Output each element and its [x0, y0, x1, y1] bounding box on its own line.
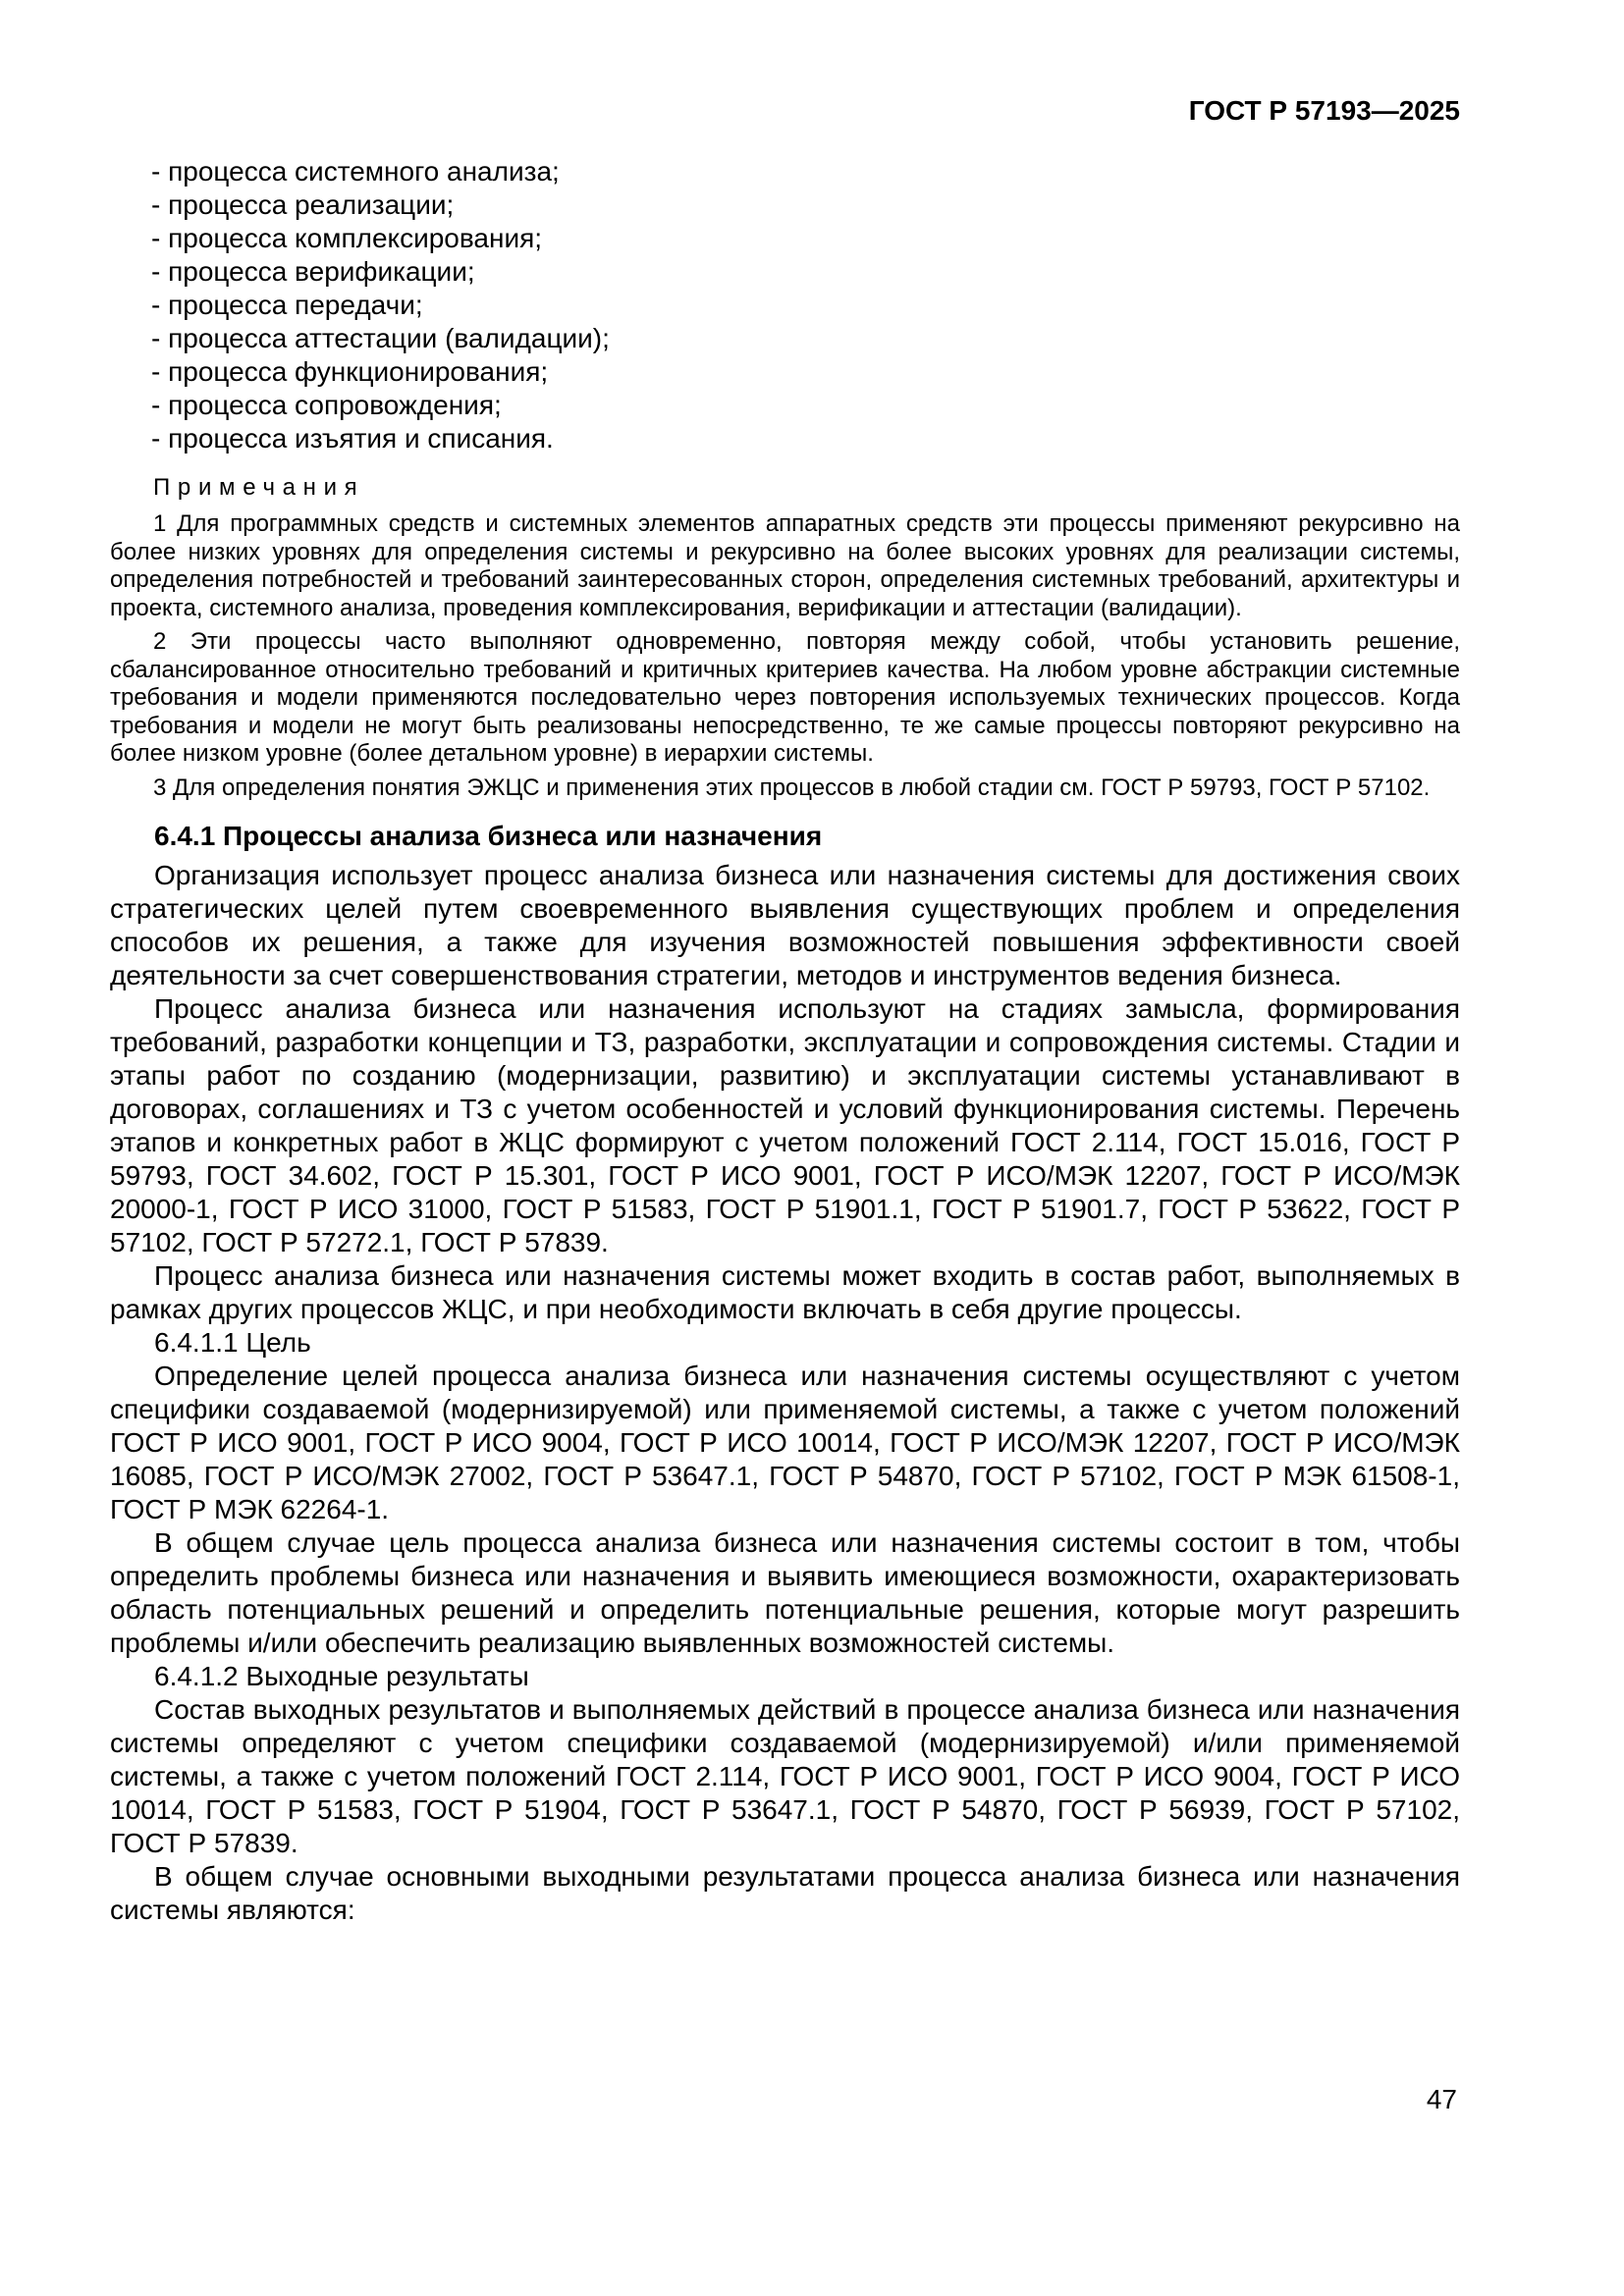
process-dash-list [110, 155, 1460, 455]
list-item: - процесса изъятия и списания. [151, 423, 554, 454]
notes-block [110, 473, 1460, 802]
doc-header: ГОСТ Р 57193—2025 [1188, 95, 1460, 126]
section-heading: 6.4.1 Процессы анализа бизнеса или назначения [154, 821, 823, 851]
note-paragraph: 3 Для определения понятия ЭЖЦС и применения этих процессов в любой стадии см. ГОСТ Р 59793, ГОСТ Р 57102. [153, 774, 1431, 801]
body-paragraph: Процесс анализа бизнеса или назначения используют на стадиях замысла, формирования требований, разработки концепции и ТЗ, разработки, эксплуатации и сопровождения системы. Стадии и этапы работ по созданию (модернизации, развитию) и эксплуатации системы устанавливают в договорах, соглашениях и ТЗ с учетом особенностей и условий функционирования системы. Перечень этапов и конкретных работ в ЖЦС формируют с учетом положений ГОСТ 2.114, ГОСТ 15.016, ГОСТ Р 59793, ГОСТ 34.602, ГОСТ Р 15.301, ГОСТ Р ИСО 9001, ГОСТ Р ИСО/МЭК 12207, ГОСТ Р ИСО/МЭК 20000-1, ГОСТ Р ИСО 31000, ГОСТ Р 51583, ГОСТ Р 51901.1, ГОСТ Р 51901.7, ГОСТ Р 53622, ГОСТ Р 57102, ГОСТ Р 57272.1, ГОСТ Р 57839. [110, 993, 1460, 1257]
list-item: - процесса функционирования; [151, 356, 549, 387]
list-item: - процесса сопровождения; [151, 390, 502, 420]
list-item: - процесса верификации; [151, 256, 475, 287]
body-paragraph: Определение целей процесса анализа бизнеса или назначения системы осуществляют с учетом специфики создаваемой (модернизируемой) или применяемой системы, а также с учетом положений ГОСТ Р ИСО 9001, ГОСТ Р ИСО 9004, ГОСТ Р ИСО 10014, ГОСТ Р ИСО/МЭК 12207, ГОСТ Р ИСО/МЭК 16085, ГОСТ Р ИСО/МЭК 27002, ГОСТ Р 53647.1, ГОСТ Р 54870, ГОСТ Р 57102, ГОСТ Р МЭК 61508-1, ГОСТ Р МЭК 62264-1. [110, 1361, 1460, 1524]
note-paragraph: 2 Эти процессы часто выполняют одновременно, повторяя между собой, чтобы установить решение, сбалансированное относительно требований и критичных критериев качества. На любом уровне абстракции системные требования и модели применяются последовательно через повторения используемых технических процессов. Когда требования и модели не могут быть реализованы непосредственно, те же самые процессы повторяют рекурсивно на более низком уровне (более детальном уровне) в иерархии системы. [110, 628, 1460, 767]
subsection-heading: 6.4.1.1 Цель [154, 1327, 311, 1358]
body-paragraph: В общем случае цель процесса анализа бизнеса или назначения системы состоит в том, чтобы определить проблемы бизнеса или назначения и выявить имеющиеся возможности, охарактеризовать область потенциальных решений и определить потенциальные решения, которые могут разрешить проблемы и/или обеспечить реализацию выявленных возможностей системы. [110, 1527, 1460, 1658]
subsection-heading: 6.4.1.2 Выходные результаты [154, 1661, 529, 1691]
list-item: - процесса реализации; [151, 189, 455, 220]
body-paragraph: Состав выходных результатов и выполняемых действий в процессе анализа бизнеса или назначения системы определяют с учетом специфики создаваемой (модернизируемой) и/или применяемой системы, а также с учетом положений ГОСТ 2.114, ГОСТ Р ИСО 9001, ГОСТ Р ИСО 9004, ГОСТ Р ИСО 10014, ГОСТ Р 51583, ГОСТ Р 51904, ГОСТ Р 53647.1, ГОСТ Р 54870, ГОСТ Р 56939, ГОСТ Р 57102, ГОСТ Р 57839. [110, 1694, 1460, 1858]
body-paragraph: Процесс анализа бизнеса или назначения системы может входить в состав работ, выполняемых в рамках других процессов ЖЦС, и при необходимости включать в себя другие процессы. [110, 1260, 1460, 1324]
list-item: - процесса системного анализа; [151, 156, 560, 187]
list-item: - процесса комплексирования; [151, 223, 543, 253]
list-item: - процесса аттестации (валидации); [151, 323, 610, 353]
body-paragraph: В общем случае основными выходными результатами процесса анализа бизнеса или назначения системы являются: [110, 1861, 1460, 1925]
page-number: 47 [1426, 2084, 1457, 2114]
list-item: - процесса передачи; [151, 290, 423, 320]
body-paragraph: Организация использует процесс анализа бизнеса или назначения системы для достижения своих стратегических целей путем своевременного выявления существующих проблем и определения способов их решения, а также для изучения возможностей повышения эффективности своей деятельности за счет совершенствования стратегии, методов и инструментов ведения бизнеса. [110, 860, 1460, 990]
note-paragraph: 1 Для программных средств и системных элементов аппаратных средств эти процессы применяют рекурсивно на более низких уровнях для определения системы и рекурсивно на более высоких уровнях для реализации системы, определения потребностей и требований заинтересованных сторон, определения системных требований, архитектуры и проекта, системного анализа, проведения комплексирования, верификации и аттестации (валидации). [110, 510, 1460, 621]
notes-title: Примечания [153, 474, 365, 501]
page-content [110, 94, 1460, 1927]
